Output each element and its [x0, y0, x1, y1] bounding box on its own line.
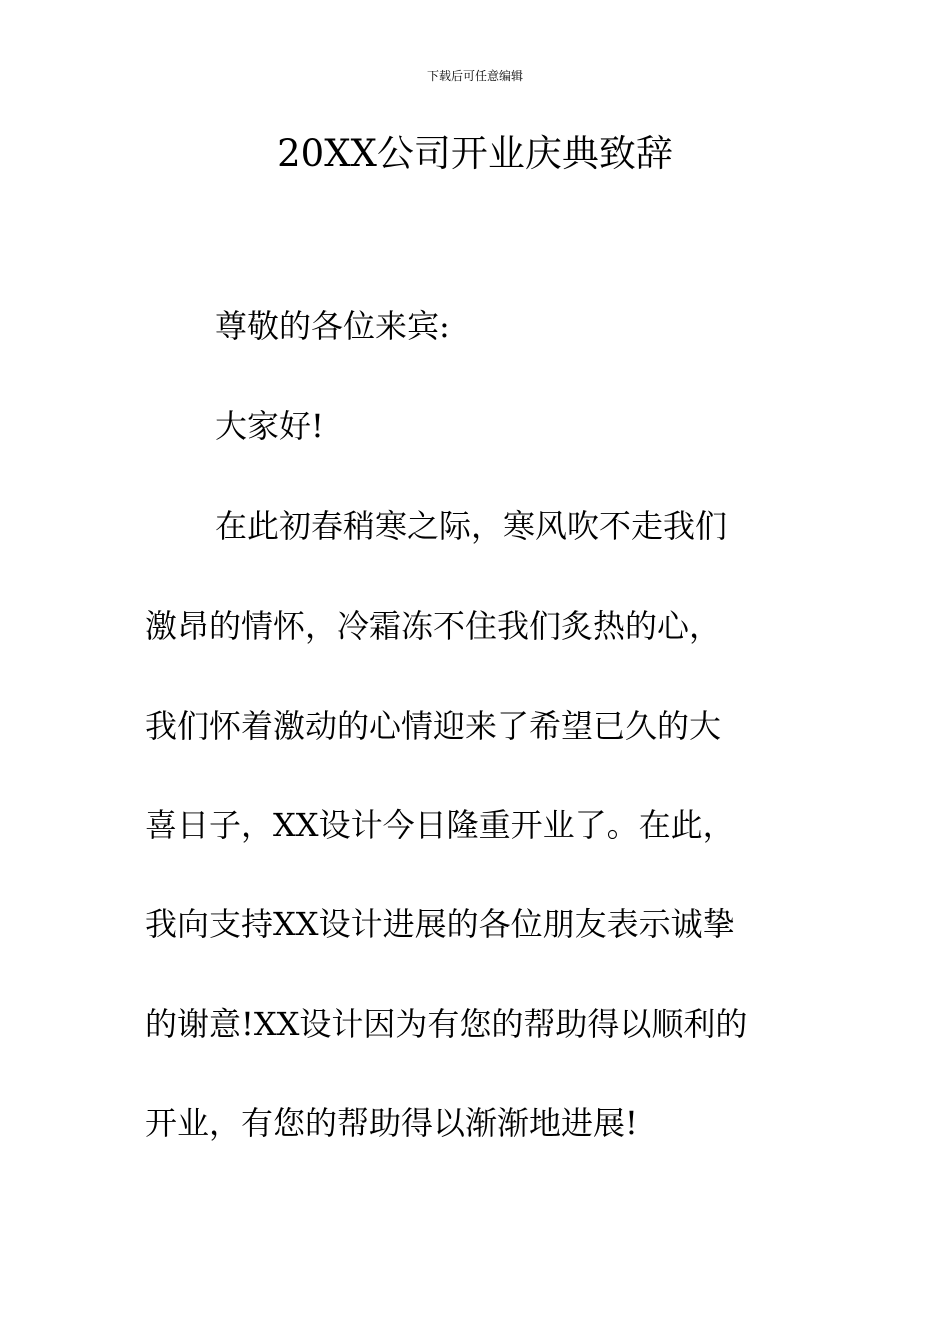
paragraph-line: 我向支持XX设计进展的各位朋友表示诚挚 — [145, 905, 735, 943]
paragraph-line: 我们怀着激动的心情迎来了希望已久的大 — [145, 707, 722, 745]
document-title: 20XX公司开业庆典致辞 — [277, 132, 673, 175]
paragraph-line: 喜日子，XX设计今日隆重开业了。在此， — [145, 806, 735, 844]
paragraph-line: 激昂的情怀，冷霜冻不住我们炙热的心， — [145, 607, 722, 645]
paragraph-line: 开业，有您的帮助得以渐渐地进展! — [145, 1104, 638, 1142]
greeting: 大家好! — [215, 407, 324, 445]
header-note: 下载后可任意编辑 — [426, 69, 523, 83]
paragraph-line: 在此初春稍寒之际，寒风吹不走我们 — [215, 507, 728, 545]
salutation: 尊敬的各位来宾: — [215, 307, 450, 345]
paragraph-line: 的谢意!XX设计因为有您的帮助得以顺利的 — [145, 1005, 748, 1043]
